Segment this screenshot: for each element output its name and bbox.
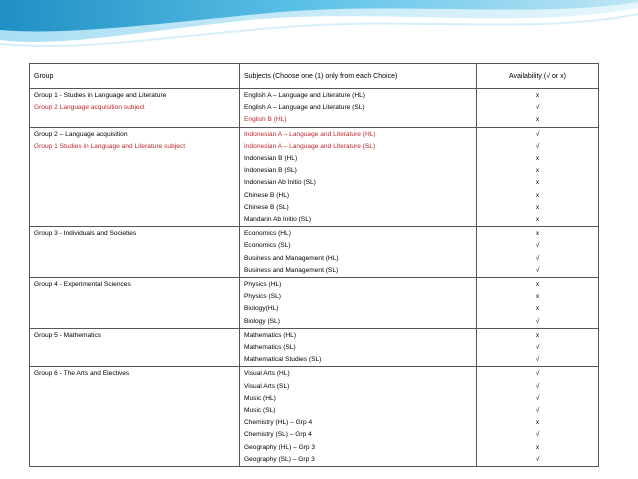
- availability-mark: x: [535, 293, 540, 301]
- availability-mark: x: [535, 155, 540, 163]
- subject-name: Economics (HL): [244, 230, 291, 238]
- subjects-cell: [240, 278, 477, 329]
- availability-cell: [477, 278, 599, 329]
- availability-cell: [477, 227, 599, 278]
- availability-mark: √: [535, 142, 540, 150]
- table-row: [30, 227, 599, 278]
- subject-name: Indonesian B (SL): [244, 167, 297, 175]
- availability-cell: [477, 367, 599, 467]
- availability-mark: √: [535, 317, 540, 325]
- availability-mark: x: [535, 167, 540, 175]
- availability-mark: x: [535, 443, 540, 451]
- subject-name: Physics (SL): [244, 293, 282, 301]
- availability-mark: x: [535, 92, 540, 99]
- subject-name: Biology(HL): [244, 305, 279, 313]
- subject-name: English A – Language and Literature (HL): [244, 92, 365, 99]
- table-row: [30, 367, 599, 467]
- subject-name: Chinese B (HL): [244, 191, 290, 199]
- subject-name: Music (HL): [244, 394, 276, 402]
- subject-name: Chemistry (HL) – Grp 4: [244, 419, 313, 427]
- availability-mark: √: [535, 455, 540, 463]
- availability-mark: x: [535, 331, 540, 339]
- availability-mark: x: [535, 305, 540, 313]
- subjects-cell: [240, 89, 477, 128]
- availability-mark: √: [535, 407, 540, 415]
- subject-name: Economics (SL): [244, 242, 291, 250]
- subject-name: Visual Arts (HL): [244, 370, 290, 378]
- availability-cell: [477, 328, 599, 367]
- subject-name: Physics (HL): [244, 281, 282, 289]
- availability-mark: √: [535, 266, 540, 274]
- subjects-cell: [240, 367, 477, 467]
- subject-name: Business and Management (SL): [244, 266, 339, 274]
- group-label: Group 3 - Individuals and Societies: [34, 230, 137, 238]
- subject-name: Indonesian A – Language and Literature (HL): [244, 130, 376, 138]
- header-subjects: Subjects (Choose one (1) only from each Choice): [240, 64, 477, 89]
- availability-mark: x: [535, 216, 540, 224]
- group-label: Group 5 - Mathematics: [34, 331, 102, 339]
- table-row: [30, 127, 599, 227]
- subject-availability-table: [29, 63, 599, 467]
- availability-mark: x: [535, 116, 540, 124]
- availability-mark: x: [535, 191, 540, 199]
- subject-name: Business and Management (HL): [244, 254, 339, 262]
- group-cell: [30, 127, 240, 227]
- availability-mark: √: [535, 254, 540, 262]
- subject-name: Chemistry (SL) – Grp 4: [244, 431, 312, 439]
- subject-name: Indonesian Ab Initio (SL): [244, 179, 316, 187]
- group-cell: [30, 367, 240, 467]
- availability-cell: [477, 127, 599, 227]
- group-cell: [30, 278, 240, 329]
- availability-mark: x: [535, 419, 540, 427]
- subjects-cell: [240, 127, 477, 227]
- subject-name: Mathematical Studies (SL): [244, 356, 322, 364]
- group-cell: [30, 328, 240, 367]
- group-label: Group 2 Language acquisition subject: [34, 104, 145, 112]
- subjects-cell: [240, 328, 477, 367]
- subject-name: Indonesian A – Language and Literature (SL): [244, 142, 376, 150]
- group-label: Group 1 Studies in Language and Literature subject: [34, 142, 186, 150]
- subject-name: Geography (SL) – Grp 3: [244, 455, 315, 463]
- table-row: [30, 278, 599, 329]
- availability-mark: √: [535, 344, 540, 352]
- availability-mark: √: [535, 394, 540, 402]
- group-label: Group 2 – Language acquisition: [34, 130, 128, 138]
- availability-mark: x: [535, 203, 540, 211]
- availability-cell: [477, 89, 599, 128]
- table-row: [30, 328, 599, 367]
- availability-mark: x: [535, 230, 540, 238]
- group-label: Group 4 - Experimental Sciences: [34, 281, 131, 289]
- availability-mark: x: [535, 281, 540, 289]
- subject-name: Chinese B (SL): [244, 203, 289, 211]
- subject-name: Mandarin Ab Initio (SL): [244, 216, 312, 224]
- subject-name: English B (HL): [244, 116, 287, 124]
- subject-name: Music (SL): [244, 407, 276, 415]
- availability-mark: √: [535, 382, 540, 390]
- group-cell: [30, 89, 240, 128]
- availability-mark: √: [535, 370, 540, 378]
- subject-name: Mathematics (HL): [244, 331, 297, 339]
- subjects-cell: [240, 227, 477, 278]
- availability-mark: √: [535, 242, 540, 250]
- subject-name: English A – Language and Literature (SL): [244, 104, 365, 112]
- availability-mark: √: [535, 431, 540, 439]
- table-row: [30, 89, 599, 128]
- availability-mark: √: [535, 130, 540, 138]
- group-label: Group 6 - The Arts and Electives: [34, 370, 130, 378]
- availability-mark: √: [535, 356, 540, 364]
- subject-name: Visual Arts (SL): [244, 382, 290, 390]
- group-cell: [30, 227, 240, 278]
- subject-name: Geography (HL) – Grp 3: [244, 443, 316, 451]
- header-group: Group: [30, 64, 240, 89]
- subject-name: Mathematics (SL): [244, 344, 296, 352]
- subject-name: Indonesian B (HL): [244, 155, 298, 163]
- availability-mark: √: [535, 104, 540, 112]
- header-availability: Availability (√ or x): [477, 64, 599, 89]
- subject-name: Biology (SL): [244, 317, 280, 325]
- decorative-wave-banner: [0, 0, 638, 60]
- group-label: Group 1 - Studies in Language and Literature: [34, 92, 167, 99]
- table-header-row: [30, 64, 599, 89]
- availability-mark: x: [535, 179, 540, 187]
